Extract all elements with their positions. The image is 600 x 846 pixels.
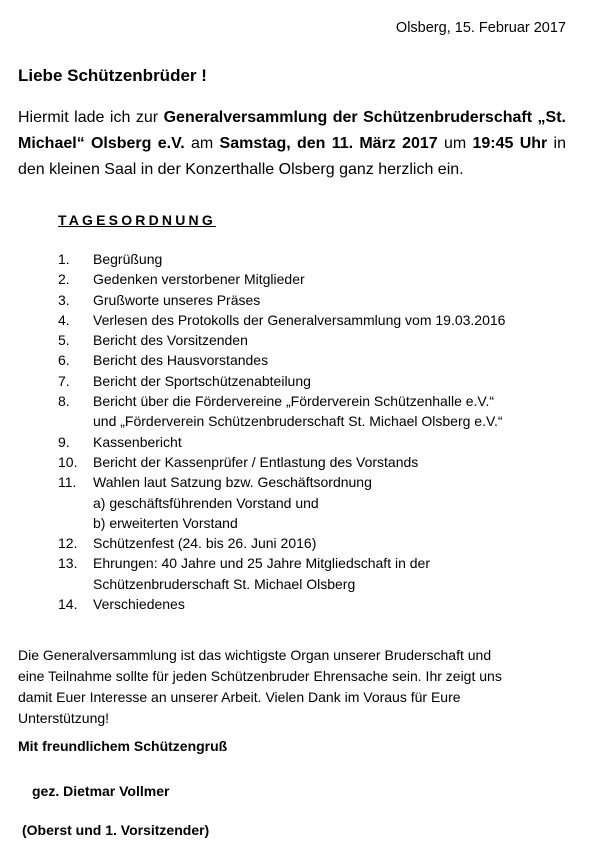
agenda-item-number: 11.	[58, 474, 77, 491]
agenda-item-line: Wahlen laut Satzung bzw. Geschäftsordnung	[93, 474, 372, 491]
invitation-paragraph: Hiermit lade ich zur Generalversammlung der Schützenbruderschaft „St. Michael“ Olsberg e.V. am Samstag, den 11. März 2017 um 19:45 Uhr in den kleinen Saal in der Konzerthalle Olsberg ganz herzlich ein.	[18, 109, 567, 178]
agenda-item-line: Bericht der Sportschützenabteilung	[93, 372, 311, 389]
closing-line: damit Euer Interesse an unserer Arbeit. Vielen Dank im Voraus für Eure	[18, 689, 461, 705]
agenda-item-text	[93, 350, 578, 370]
agenda-item-line: Schützenbruderschaft St. Michael Olsberg	[93, 575, 356, 592]
agenda-item-text	[93, 472, 578, 533]
agenda-item	[58, 269, 578, 289]
agenda-item-text	[93, 330, 578, 350]
agenda-item-number: 14.	[58, 596, 78, 613]
agenda-item-text	[93, 290, 578, 310]
agenda-item	[58, 371, 578, 391]
agenda-item-number: 6.	[58, 352, 70, 369]
agenda-item	[58, 249, 578, 269]
closing-greeting: Mit freundlichem Schützengruß	[18, 738, 228, 754]
agenda-item	[58, 533, 578, 553]
agenda-item	[58, 553, 578, 594]
agenda-item-line: Bericht des Vorsitzenden	[93, 332, 248, 349]
agenda-item-number: 3.	[58, 291, 70, 308]
agenda-item-text	[93, 533, 578, 553]
agenda-item-line: b) erweiterten Vorstand	[93, 514, 238, 531]
agenda-title: TAGESORDNUNG	[58, 212, 216, 228]
agenda-item	[58, 330, 578, 350]
closing-paragraph	[18, 645, 538, 729]
agenda-item	[58, 432, 578, 452]
agenda-item	[58, 310, 578, 330]
agenda-item-text	[93, 452, 578, 472]
agenda-item	[58, 290, 578, 310]
agenda-item-line: Schützenfest (24. bis 26. Juni 2016)	[93, 535, 317, 552]
event-time: 19:45 Uhr	[472, 135, 548, 152]
agenda-list	[58, 249, 578, 614]
agenda-item-line: und „Förderverein Schützenbruderschaft St. Michael Olsberg e.V.“	[93, 413, 503, 430]
agenda-item-number: 4.	[58, 311, 70, 328]
agenda-item-number: 10.	[58, 453, 78, 470]
agenda-item-line: Ehrungen: 40 Jahre und 25 Jahre Mitgliedschaft in der	[93, 555, 430, 572]
agenda-item	[58, 594, 578, 614]
agenda-item-text	[93, 249, 578, 269]
agenda-item-line: Verlesen des Protokolls der Generalversammlung vom 19.03.2016	[93, 311, 506, 328]
closing-line: eine Teilnahme sollte für jeden Schützenbruder Ehrensache sein. Ihr zeigt uns	[18, 668, 502, 684]
event-date: Samstag, den 11. März 2017	[219, 135, 438, 152]
agenda-item-number: 7.	[58, 372, 70, 389]
closing-line: Unterstützung!	[18, 710, 110, 726]
agenda-item-number: 8.	[58, 393, 70, 410]
agenda-item	[58, 350, 578, 370]
agenda-item-number: 2.	[58, 271, 70, 288]
agenda-item-text	[93, 371, 578, 391]
agenda-item-number: 9.	[58, 433, 70, 450]
signed-by: gez. Dietmar Vollmer	[32, 783, 170, 799]
agenda-item-line: Bericht des Hausvorstandes	[93, 352, 269, 369]
agenda-item-text	[93, 310, 578, 330]
agenda-item	[58, 472, 578, 533]
agenda-item-line: a) geschäftsführenden Vorstand und	[93, 494, 319, 511]
agenda-item-number: 12.	[58, 535, 78, 552]
agenda-item-text	[93, 594, 578, 614]
event-name: Generalversammlung der Schützenbruderschaft „St. Michael“ Olsberg e.V.	[18, 109, 567, 152]
agenda-item-line: Bericht über die Fördervereine „Förderverein Schützenhalle e.V.“	[93, 393, 495, 410]
agenda-item	[58, 452, 578, 472]
signer-role: (Oberst und 1. Vorsitzender)	[22, 822, 210, 838]
agenda-item-line: Bericht der Kassenprüfer / Entlastung des Vorstands	[93, 453, 419, 470]
agenda-item-text	[93, 553, 578, 594]
salutation: Liebe Schützenbrüder !	[18, 66, 207, 85]
agenda-item-number: 13.	[58, 555, 78, 572]
agenda-item-number: 1.	[58, 251, 70, 267]
agenda-item-line: Verschiedenes	[93, 596, 185, 613]
agenda-item-number: 5.	[58, 332, 70, 349]
agenda-item-text	[93, 269, 578, 289]
closing-line: Die Generalversammlung ist das wichtigste Organ unserer Bruderschaft und	[18, 647, 492, 663]
letter-date: Olsberg, 15. Februar 2017	[395, 20, 566, 36]
agenda-item-line: Kassenbericht	[93, 433, 182, 450]
agenda-item-line: Begrüßung	[93, 251, 163, 267]
agenda-item-text	[93, 432, 578, 452]
agenda-item-line: Gedenken verstorbener Mitglieder	[93, 271, 305, 288]
agenda-item-line: Grußworte unseres Präses	[93, 291, 261, 308]
agenda-item-text	[93, 391, 578, 432]
agenda-item	[58, 391, 578, 432]
